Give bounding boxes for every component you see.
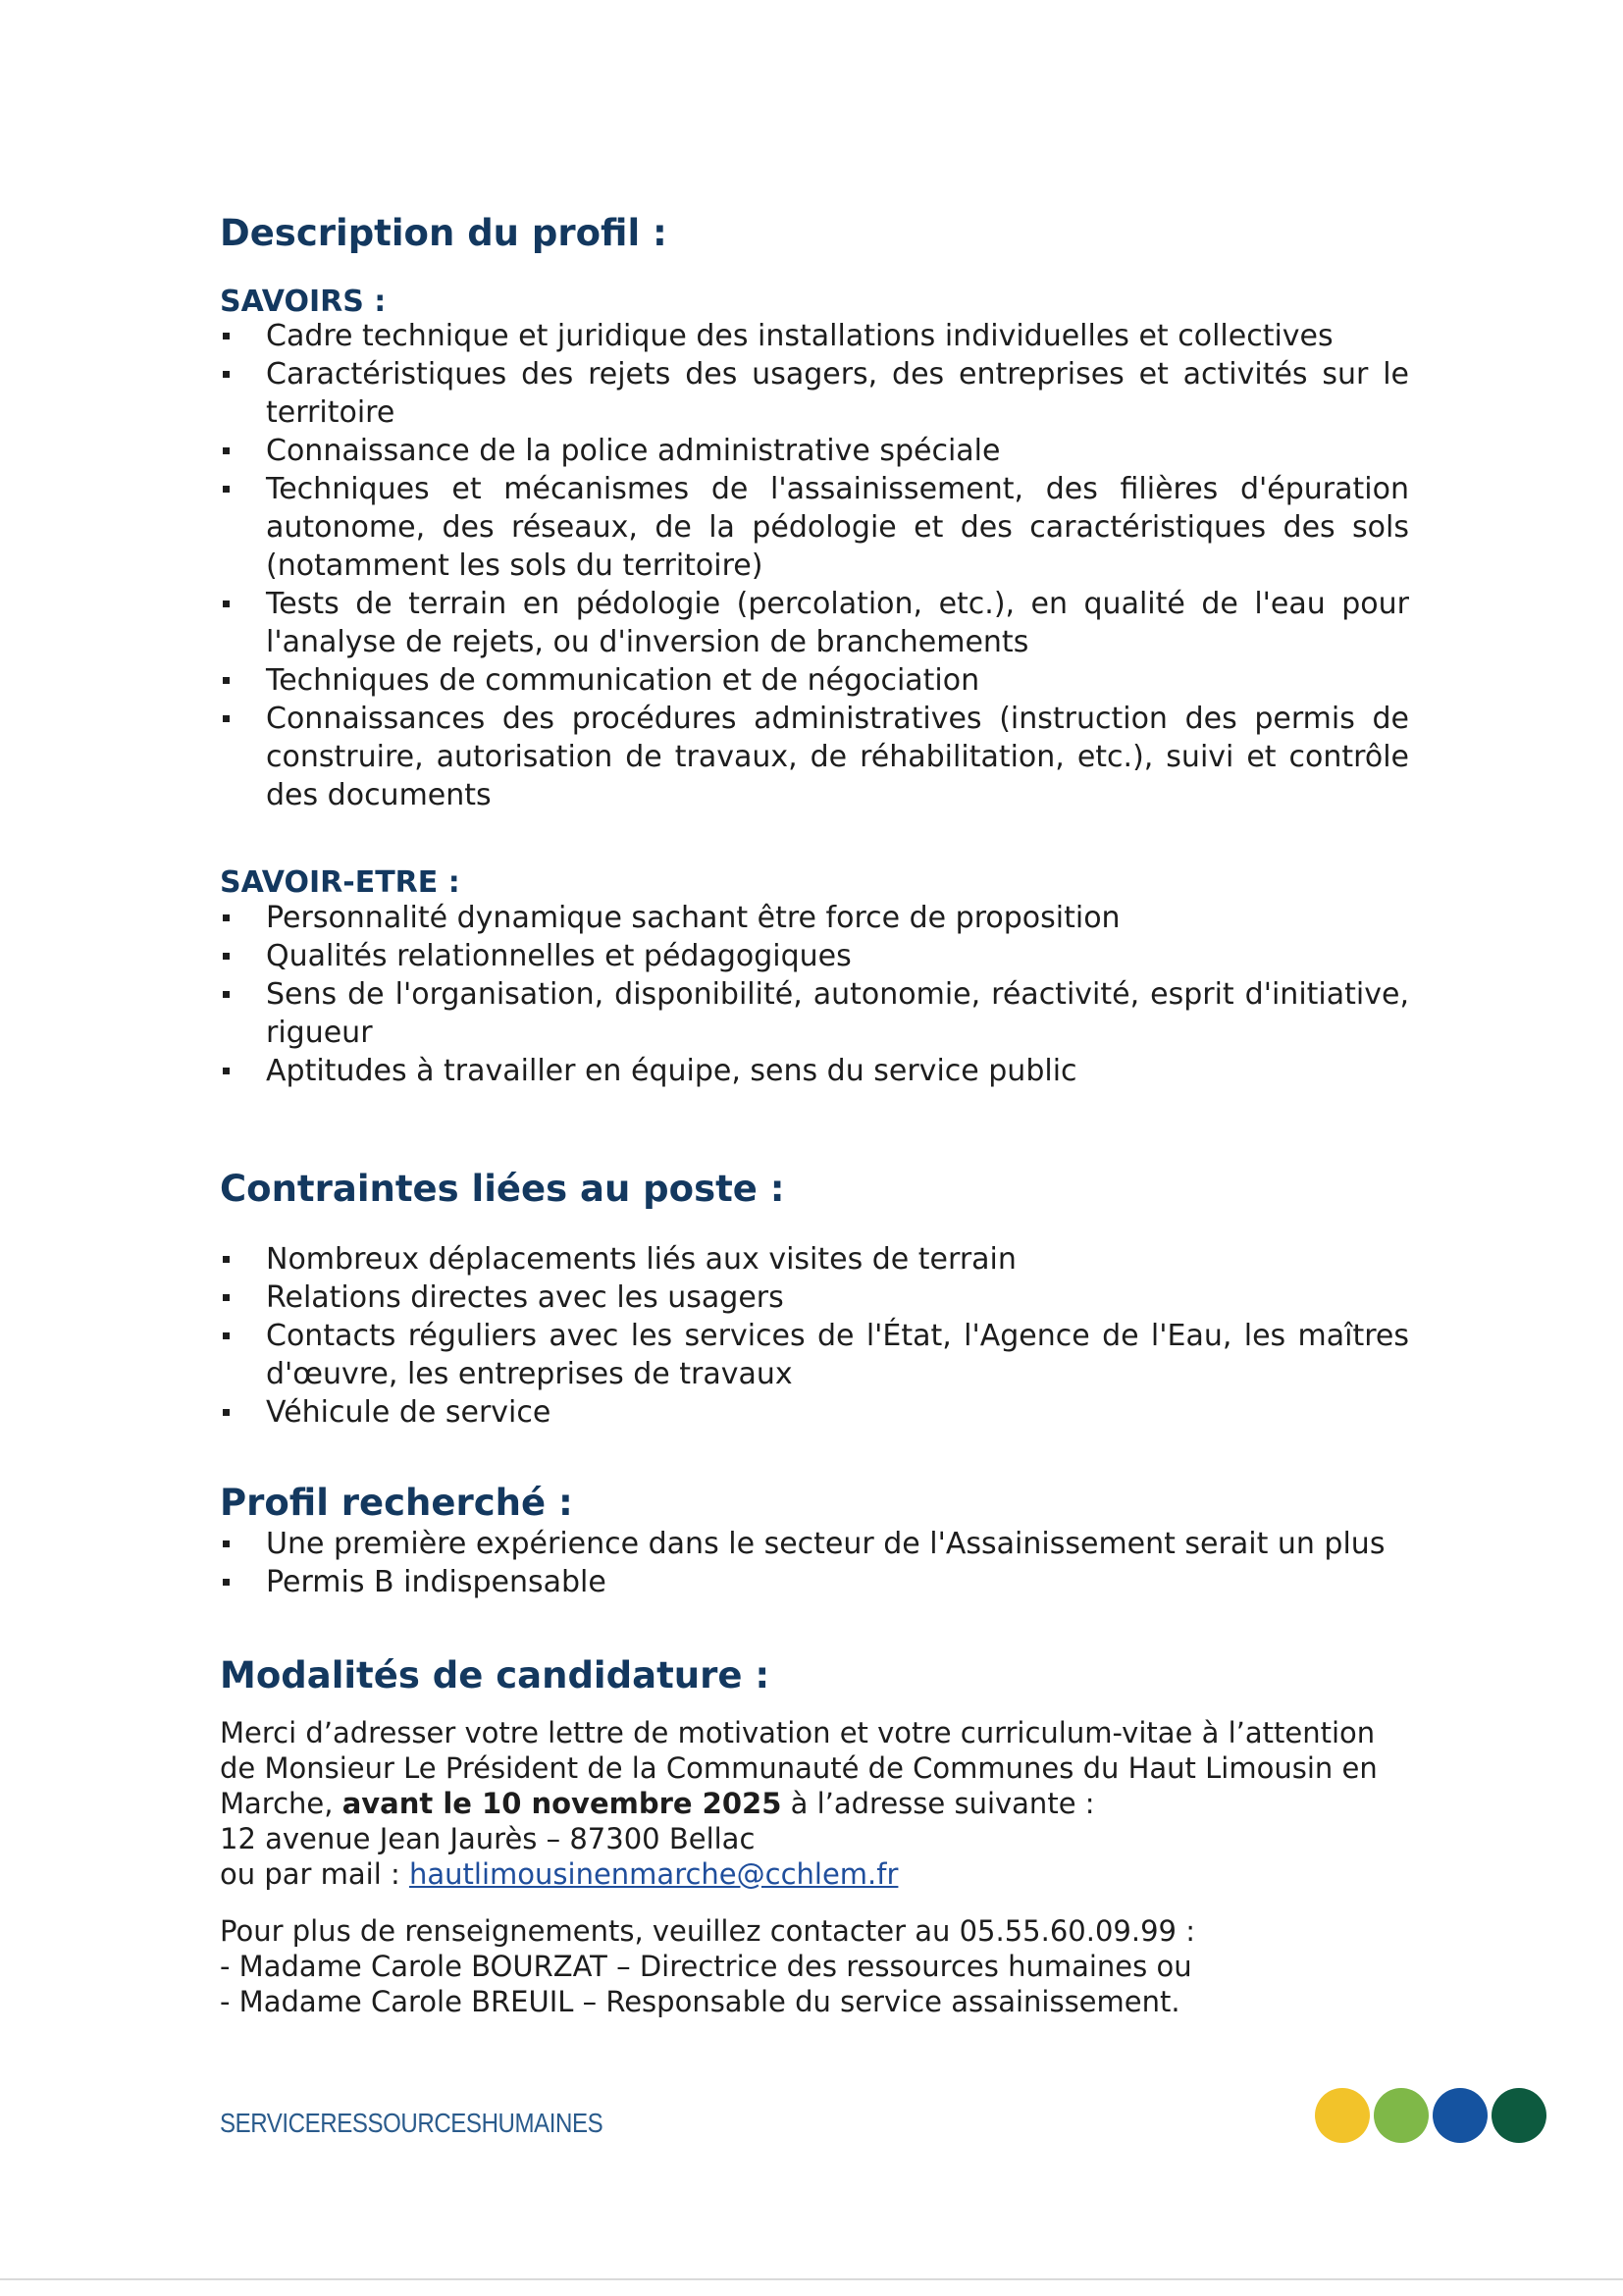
constraints-heading: Contraintes liées au poste :	[220, 1168, 785, 1210]
contact-line: - Madame Carole BOURZAT – Directrice des ressources humaines ou	[220, 1950, 1192, 1983]
wanted-list	[220, 1525, 1409, 1601]
list-item: Cadre technique et juridique des installations individuelles et collectives	[220, 317, 1409, 355]
bullet-icon	[223, 371, 230, 378]
profile-heading: Description du profil :	[220, 212, 667, 254]
contact-paragraph	[220, 1913, 1409, 2019]
contact-line: - Madame Carole BREUIL – Responsable du service assainissement.	[220, 1985, 1180, 2018]
list-item: Connaissance de la police administrative spéciale	[220, 432, 1409, 470]
address: 12 avenue Jean Jaurès – 87300 Bellac	[220, 1822, 756, 1855]
bullet-icon	[223, 600, 230, 607]
email-link[interactable]: hautlimousinenmarche@cchlem.fr	[409, 1857, 899, 1891]
bullet-icon	[223, 333, 230, 339]
blue-dot-icon	[1433, 2088, 1488, 2143]
bullet-icon	[223, 953, 230, 960]
list-item: Techniques de communication et de négociation	[220, 661, 1409, 700]
bullet-icon	[223, 447, 230, 454]
savoirs-list	[220, 317, 1409, 814]
bullet-icon	[223, 1294, 230, 1301]
application-heading: Modalités de candidature :	[220, 1654, 770, 1696]
list-item: Contacts réguliers avec les services de l'État, l'Agence de l'Eau, les maîtres d'œuvre, les entreprises de travaux	[220, 1317, 1409, 1393]
footer-service-label: SERVICERESSOURCESHUMAINES	[220, 2108, 603, 2138]
savoir-etre-heading: SAVOIR-ETRE :	[220, 865, 460, 900]
list-item: Tests de terrain en pédologie (percolation, etc.), en qualité de l'eau pour l'analyse de rejets, ou d'inversion de branchements	[220, 585, 1409, 661]
bullet-icon	[223, 1540, 230, 1547]
deadline: avant le 10 novembre 2025	[341, 1787, 782, 1820]
page-bottom-edge	[0, 2278, 1623, 2280]
savoir-etre-list	[220, 899, 1409, 1090]
list-item: Permis B indispensable	[220, 1563, 1409, 1601]
bullet-icon	[223, 1332, 230, 1339]
bullet-icon	[223, 991, 230, 998]
green-dot-icon	[1374, 2088, 1429, 2143]
dark-green-dot-icon	[1492, 2088, 1546, 2143]
mail-line: ou par mail : hautlimousinenmarche@cchlem.fr	[220, 1857, 899, 1891]
bullet-icon	[223, 1409, 230, 1416]
wanted-heading: Profil recherché :	[220, 1482, 573, 1524]
bullet-icon	[223, 1068, 230, 1074]
list-item: Nombreux déplacements liés aux visites de terrain	[220, 1240, 1409, 1278]
bullet-icon	[223, 1256, 230, 1263]
contact-info-line: Pour plus de renseignements, veuillez contacter au 05.55.60.09.99 :	[220, 1914, 1195, 1948]
list-item: Sens de l'organisation, disponibilité, autonomie, réactivité, esprit d'initiative, rigueur	[220, 975, 1409, 1052]
application-line: Marche, avant le 10 novembre 2025 à l’adresse suivante :	[220, 1787, 1095, 1820]
application-line: de Monsieur Le Président de la Communauté de Communes du Haut Limousin en	[220, 1751, 1378, 1785]
application-paragraph	[220, 1715, 1409, 1892]
footer-logo-dots	[1315, 2088, 1560, 2143]
constraints-list	[220, 1240, 1409, 1432]
list-item: Aptitudes à travailler en équipe, sens du service public	[220, 1052, 1409, 1090]
yellow-dot-icon	[1315, 2088, 1370, 2143]
bullet-icon	[223, 486, 230, 493]
bullet-icon	[223, 914, 230, 921]
list-item: Qualités relationnelles et pédagogiques	[220, 937, 1409, 975]
list-item: Relations directes avec les usagers	[220, 1278, 1409, 1317]
list-item: Connaissances des procédures administratives (instruction des permis de construire, autorisation de travaux, de réhabilitation, etc.), suivi et contrôle des documents	[220, 700, 1409, 814]
list-item: Une première expérience dans le secteur de l'Assainissement serait un plus	[220, 1525, 1409, 1563]
bullet-icon	[223, 677, 230, 684]
list-item: Techniques et mécanismes de l'assainissement, des filières d'épuration autonome, des réseaux, de la pédologie et des caractéristiques des sols (notamment les sols du territoire)	[220, 470, 1409, 585]
list-item: Caractéristiques des rejets des usagers, des entreprises et activités sur le territoire	[220, 355, 1409, 432]
savoirs-heading: SAVOIRS :	[220, 285, 387, 319]
list-item: Véhicule de service	[220, 1393, 1409, 1432]
bullet-icon	[223, 715, 230, 722]
bullet-icon	[223, 1579, 230, 1586]
application-line: Merci d’adresser votre lettre de motivation et votre curriculum-vitae à l’attention	[220, 1716, 1376, 1749]
list-item: Personnalité dynamique sachant être force de proposition	[220, 899, 1409, 937]
